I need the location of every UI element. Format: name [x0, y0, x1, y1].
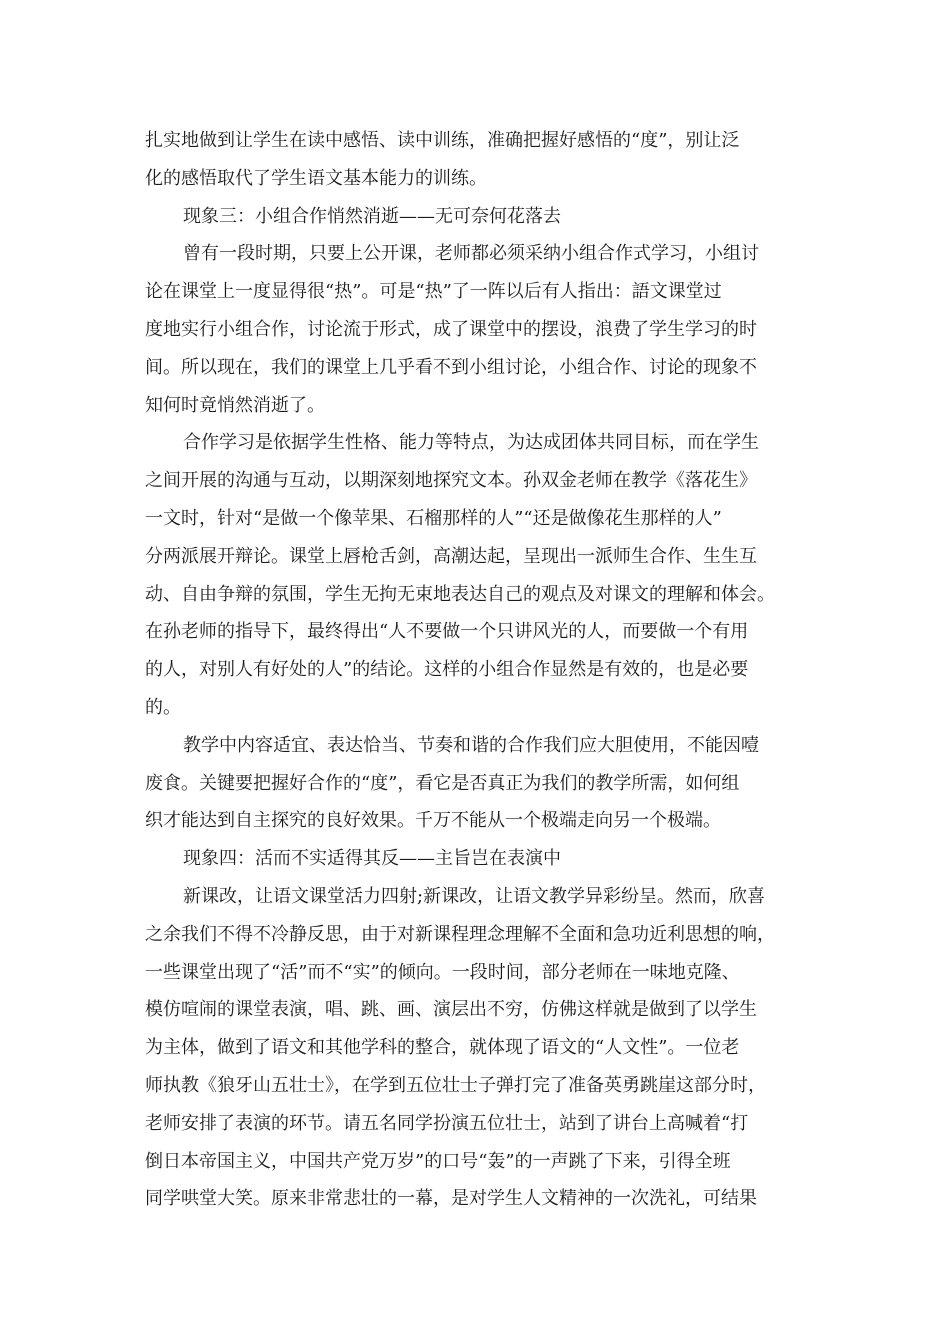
text-line: 的人，对别人有好处的人”的结论。这样的小组合作显然是有效的，也是必要	[145, 659, 749, 681]
text-line: 曾有一段时期，只要上公开课，老师都必须采纳小组合作式学习，小组讨	[183, 243, 759, 265]
text-line: 间。所以现在，我们的课堂上几乎看不到小组讨论，小组合作、讨论的现象不	[145, 356, 757, 378]
text-line: 老师安排了表演的环节。请五名同学扮演五位壮士，站到了讲台上高喊着“打	[145, 1112, 749, 1134]
text-line: 的。	[145, 696, 181, 718]
text-line: 一文时，针对“是做一个像苹果、石榴那样的人”“还是做像花生那样的人”	[145, 507, 722, 529]
text-line: 废食。关键要把握好合作的“度”，看它是否真正为我们的教学所需，如何组	[145, 772, 740, 794]
text-line: 动、自由争辩的氛围，学生无拘无束地表达自己的观点及对课文的理解和体会。	[145, 583, 775, 605]
text-line: 化的感悟取代了学生语文基本能力的训练。	[145, 167, 487, 189]
text-line: 分两派展开辩论。课堂上唇枪舌剑，高潮达起，呈现出一派师生合作、生生互	[145, 545, 757, 567]
text-line: 知何时竟悄然消逝了。	[145, 394, 325, 416]
text-line: 之余我们不得不冷静反思，由于对新课程理念理解不全面和急功近利思想的响，	[145, 923, 775, 945]
text-line: 倒日本帝国主义，中国共产党万岁”的口号“轰”的一声跳了下来，引得全班	[145, 1150, 731, 1172]
text-line: 在孙老师的指导下，最终得出“人不要做一个只讲风光的人，而要做一个有用	[145, 621, 749, 643]
text-line: 模仿喧闹的课堂表演，唱、跳、画、演层出不穷，仿佛这样就是做到了以学生	[145, 999, 757, 1021]
text-line: 一些课堂出现了“活”而不“实”的倾向。一段时间，部分老师在一味地克隆、	[145, 961, 740, 983]
text-line: 论在课堂上一度显得很“热”。可是“热”了一阵以后有人指出：語文课堂过	[145, 281, 722, 303]
text-line: 扎实地做到让学生在读中感悟、读中训练，准确把握好感悟的“度”，别让泛	[145, 130, 740, 151]
text-line: 新课改，让语文课堂活力四射;新课改，让语文教学异彩纷呈。然而，欣喜	[183, 885, 766, 907]
text-line: 为主体，做到了语文和其他学科的整合，就体现了语文的“人文性”。一位老	[145, 1037, 740, 1059]
text-line: 同学哄堂大笑。原来非常悲壮的一幕，是对学生人文精神的一次洗礼，可结果	[145, 1188, 757, 1210]
text-line: 织才能达到自主探究的良好效果。千万不能从一个极端走向另一个极端。	[145, 810, 721, 832]
text-line: 合作学习是依据学生性格、能力等特点，为达成团体共同目标，而在学生	[183, 432, 759, 454]
text-line: 现象四：活而不实适得其反——主旨岂在表演中	[183, 848, 561, 870]
text-line: 现象三：小组合作悄然消逝——无可奈何花落去	[183, 205, 561, 227]
text-line: 度地实行小组合作，讨论流于形式，成了课堂中的摆设，浪费了学生学习的时	[145, 318, 757, 340]
text-line: 教学中内容适宜、表达恰当、节奏和谐的合作我们应大胆使用，不能因噎	[183, 734, 759, 756]
text-line: 之间开展的沟通与互动，以期深刻地探究文本。孙双金老师在教学《落花生》	[145, 470, 757, 492]
document-body	[145, 122, 825, 1218]
text-line: 师执教《狼牙山五壮士》，在学到五位壮士子弹打完了准备英勇跳崖这部分时，	[145, 1074, 766, 1096]
